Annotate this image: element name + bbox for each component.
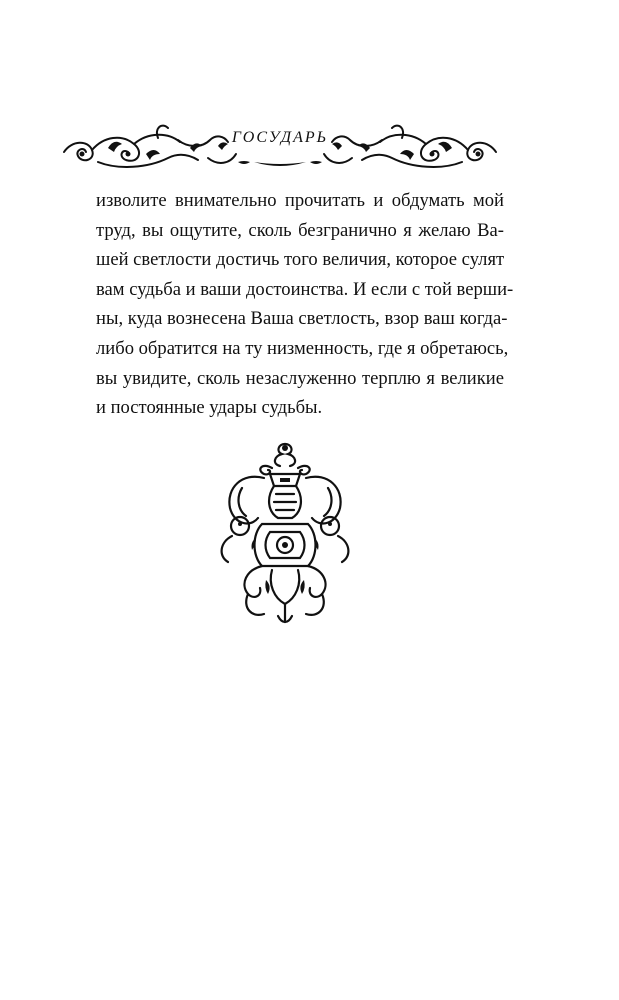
text-line: труд, вы ощутите, сколь безгранично я желаю Ва-	[96, 219, 504, 241]
text-line: вы увидите, сколь незаслуженно терплю я великие	[96, 367, 504, 389]
running-header	[58, 118, 502, 174]
tailpiece-ornament	[212, 438, 358, 626]
text-line: изволите внимательно прочитать и обдумать мой	[96, 190, 504, 211]
text-line: ны, куда вознесена Ваша светлость, взор ваш когда-	[96, 308, 508, 330]
running-title: ГОСУДАРЬ	[231, 129, 329, 146]
text-line: либо обратится на ту низменность, где я обретаюсь,	[96, 337, 509, 359]
text-line: шей светлости достичь того величия, которое сулят	[96, 249, 505, 271]
baroque-vase-tailpiece-icon	[212, 438, 358, 626]
text-line: и постоянные удары судьбы.	[96, 397, 323, 419]
body-paragraph	[96, 186, 514, 423]
text-line: вам судьба и ваши достоинства. И если с той верши-	[96, 278, 514, 300]
